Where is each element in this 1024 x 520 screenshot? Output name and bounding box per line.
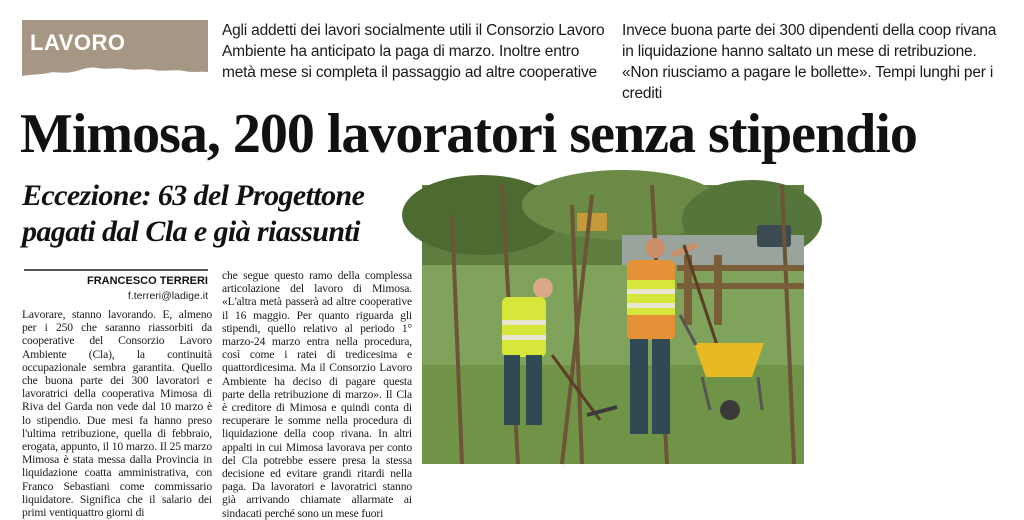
byline-email[interactable]: f.terreri@ladige.it: [127, 290, 208, 302]
section-label: LAVORO: [30, 30, 126, 55]
body-paragraph-1: Lavorare, stanno lavorando. E, almeno per i 250 che saranno riassorbiti da cooperative del Consorzio Lavoro Ambiente (Cla), la continuità occupazionale sembra garantita. Quello che buona parte dei 300 lavoratori e lavoratrici della cooperativa Mimosa di Riva del Garda non vede dal 10 marzo è lo stipendio. Due mesi fa hanno preso l'ultima retribuzione, quella di febbraio, erogata, appunto, il 10 marzo. Il 25 marzo Mimosa è stata messa dalla Provincia in liquidazione coatta amministrativa, con Franco Sebastiani come commissario liquidatore. Significa che il salario dei primi ventiquattro giorni di: [22, 308, 212, 520]
article-photo: [422, 185, 804, 464]
subheadline: Eccezione: 63 del Progettone pagati dal Cla e già riassunti: [22, 179, 365, 248]
body-paragraph-2: che segue questo ramo della complessa articolazione del lavoro di Mimosa. «L'altra metà passerà ad altre cooperative il 16 maggio. Per quanto riguarda gli stipendi, quello relativo al periodo 1° marzo-24 marzo entra nella procedura, così come i ratei di tredicesima e quattordicesima. Ma il Consorzio Lavoro Ambiente ha deciso di pagare questa parte della retribuzione di marzo». Il Cla è creditore di Mimosa e quindi conta di recuperare le somme nella procedura di liquidazione della coop rivana. In altri appalti in cui Mimosa lavorava per conto del Cla potrebbe essere presa la stessa decisione ed evitare grandi ritardi nella paga. Da lavoratori e lavoratrici stanno già arrivando chiamate allarmate ai sindacati perché sono un mese fuori: [222, 269, 412, 520]
byline-author: FRANCESCO TERRERI: [86, 275, 208, 287]
mountain-silhouette-icon: [22, 62, 208, 84]
photo-workers-grass-icon: [422, 185, 804, 464]
headline: Mimosa, 200 lavoratori senza stipendio: [20, 103, 917, 165]
body-column-2: [222, 269, 412, 520]
deck-right: Invece buona parte dei 300 dipendenti della coop rivana in liquidazione hanno saltato un mese di retribuzione. «Non riusciamo a pagare le bollette». Tempi lunghi per i crediti: [622, 22, 997, 102]
section-tag: [22, 20, 208, 84]
body-column-1: [22, 308, 212, 519]
byline-divider: [24, 269, 208, 271]
deck-left: Agli addetti dei lavori socialmente utili il Consorzio Lavoro Ambiente ha anticipato la paga di marzo. Inoltre entro metà mese si completa il passaggio ad altre cooperative: [222, 22, 605, 81]
